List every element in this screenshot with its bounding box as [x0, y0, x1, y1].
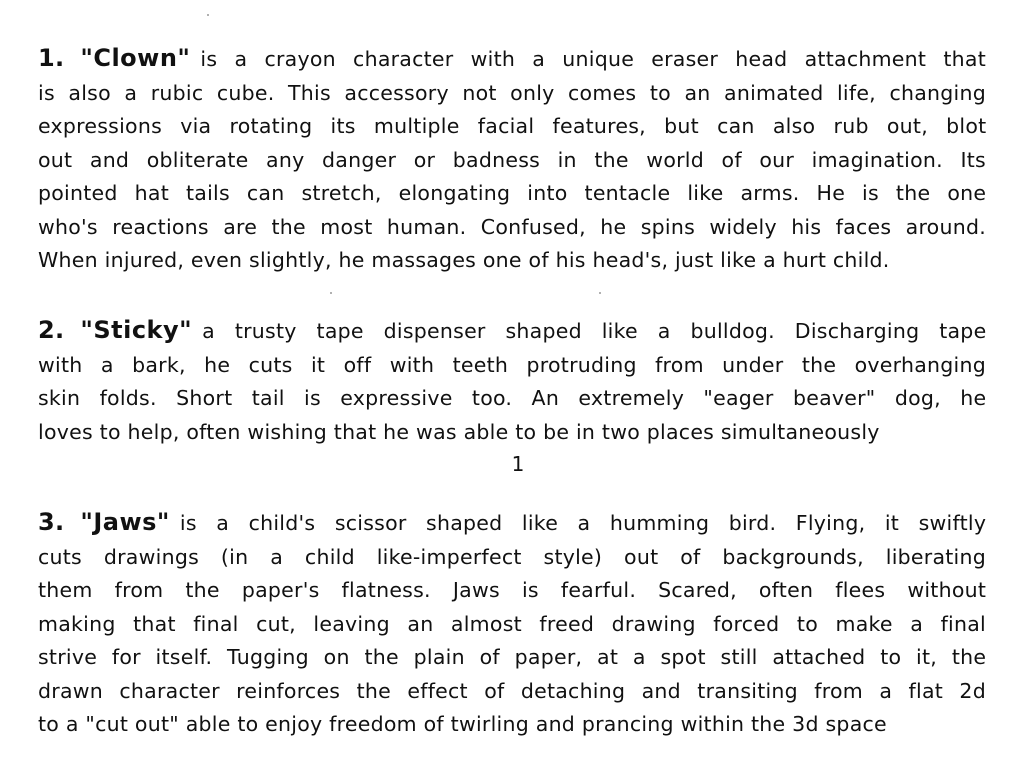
character-entry-clown [38, 42, 986, 278]
entry-number: 2. [38, 316, 65, 344]
entry-text: is a child's scissor shaped like a humming bird. Flying, it swiftly [179, 511, 987, 535]
entry-text-line: with a bark, he cuts it off with teeth protruding from under the overhanging [38, 352, 986, 377]
character-name: "Sticky" [80, 316, 193, 344]
scan-speck [599, 292, 601, 294]
character-name: "Jaws" [80, 508, 170, 536]
entry-text-line: strive for itself. Tugging on the plain of paper, at a spot still attached to it, the [38, 645, 987, 669]
page-number: 1 [511, 452, 525, 476]
entry-number: 1. [38, 44, 65, 72]
entry-number: 3. [38, 508, 65, 536]
entry-text-line: who's reactions are the most human. Confused, he spins widely his faces around. [38, 214, 986, 239]
entry-text-line: drawn character reinforces the effect of detaching and transiting from a flat 2d [38, 678, 986, 703]
entry-text: is a crayon character with a unique eraser head attachment that [200, 47, 986, 71]
entry-text-line: to a "cut out" able to enjoy freedom of twirling and prancing within the 3d space [38, 712, 887, 736]
entry-first-line [38, 314, 986, 349]
character-entry-sticky [38, 314, 986, 449]
entry-text-line: cuts drawings (in a child like-imperfect style) out of backgrounds, liberating [38, 544, 986, 569]
entry-first-line [38, 506, 986, 541]
entry-text-line: out and obliterate any danger or badness in the world of our imagination. Its [38, 147, 986, 172]
character-name: "Clown" [80, 44, 191, 72]
entry-first-line [38, 42, 986, 77]
entry-text-line: making that final cut, leaving an almost freed drawing forced to make a final [38, 611, 986, 636]
entry-text-line: is also a rubic cube. This accessory not only comes to an animated life, changing [38, 80, 986, 105]
character-entry-jaws [38, 506, 986, 742]
entry-text-line: loves to help, often wishing that he was able to be in two places simultaneously [38, 419, 880, 444]
scan-speck [330, 292, 332, 294]
entry-text-line: skin folds. Short tail is expressive too. An extremely "eager beaver" dog, he [38, 386, 987, 410]
entry-text-line: When injured, even slightly, he massages one of his head's, just like a hurt child. [38, 248, 890, 272]
entry-text-line: pointed hat tails can stretch, elongating into tentacle like arms. He is the one [38, 181, 987, 205]
entry-text: a trusty tape dispenser shaped like a bulldog. Discharging tape [202, 319, 987, 343]
entry-text-line: expressions via rotating its multiple facial features, but can also rub out, blot [38, 114, 987, 138]
scan-speck [207, 14, 209, 16]
entry-text-line: them from the paper's flatness. Jaws is fearful. Scared, often flees without [38, 578, 987, 602]
